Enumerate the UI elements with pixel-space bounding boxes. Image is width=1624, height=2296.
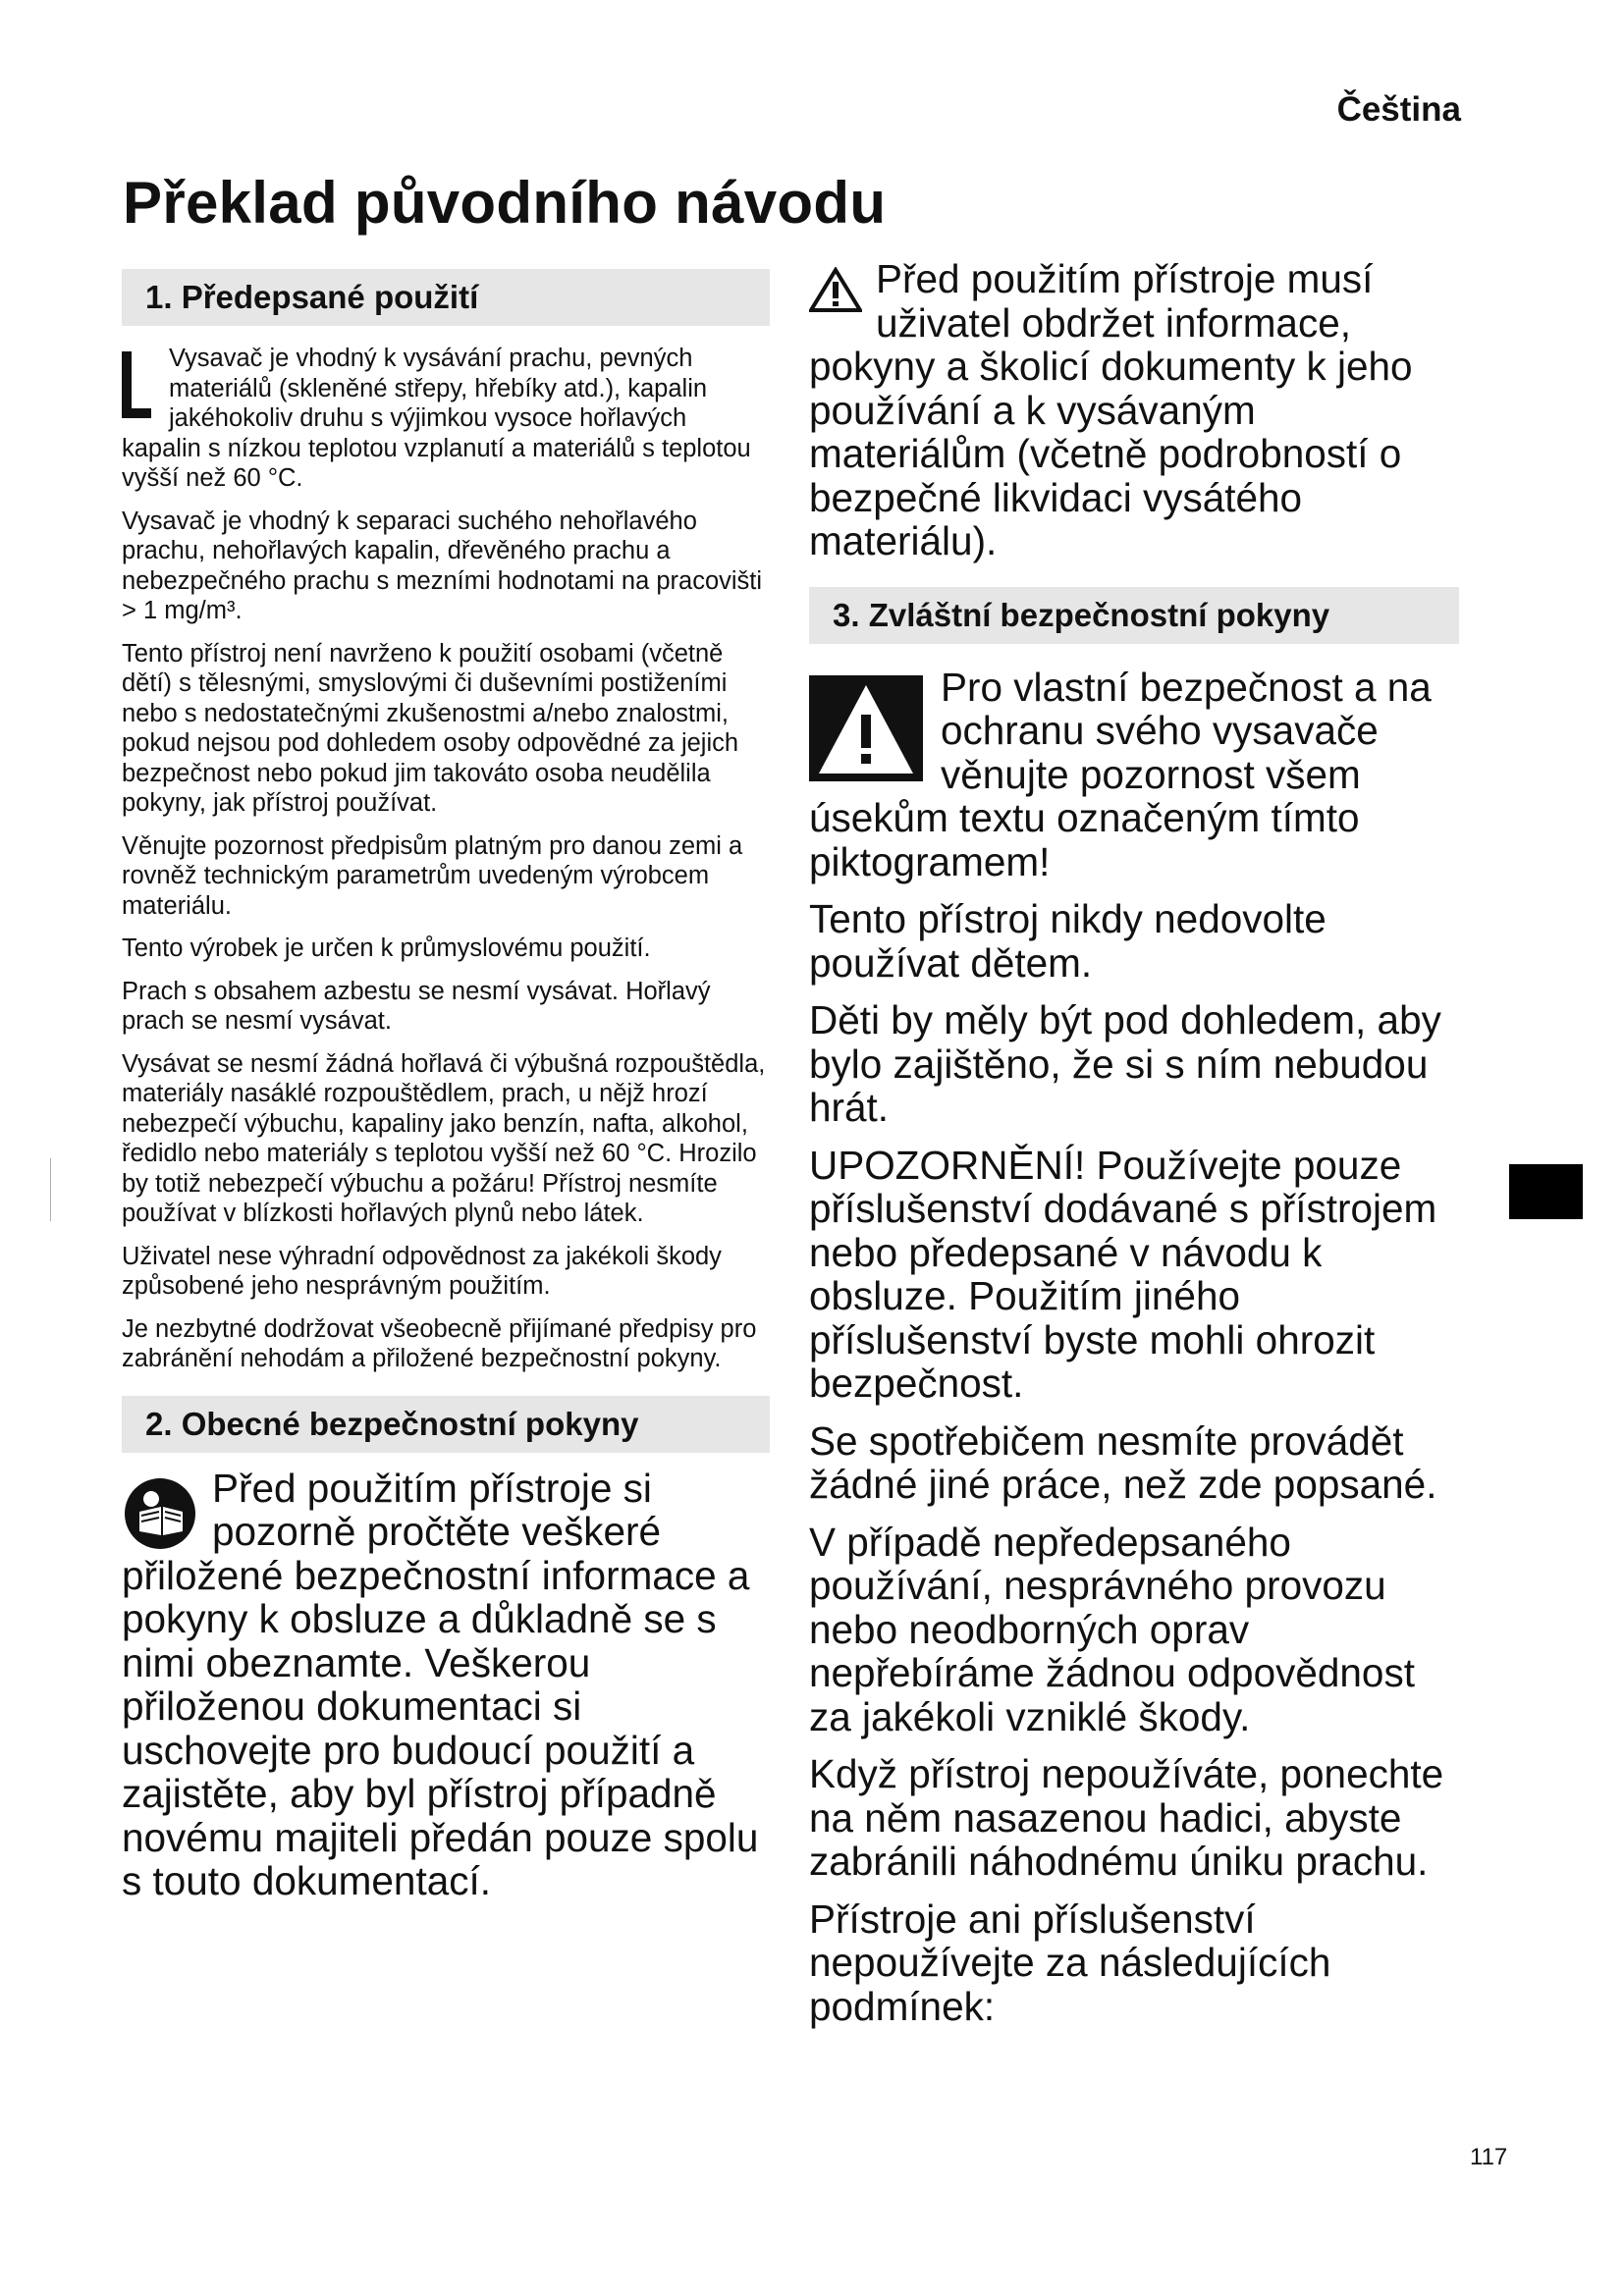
paragraph-text: Před použitím přístroje si pozorně pročtěte veškeré přiložené bezpečnostní informace a pokyny k obsluze a důkladně se s nimi obeznamte. Veškerou přiloženou dokumentaci si uschovejte pro budoucí použití a zajistěte, aby byl přístroj případně novému majiteli předán pouze spolu s touto dokumentací.: [122, 1465, 759, 1903]
right-column: [809, 257, 1459, 2042]
document-title: Překlad původního návodu: [123, 170, 887, 236]
paragraph-text: Pro vlastní bezpečnost a na ochranu svého vysavače věnujte pozornost všem úsekům textu označeným tímto piktogramem!: [809, 664, 1432, 884]
paragraph: [122, 1467, 770, 1903]
margin-line: [50, 1158, 51, 1221]
paragraph-text: Před použitím přístroje musí uživatel obdržet informace, pokyny a školicí dokumenty k jeho používání a k vysávaným materiálům (včetně podrobností o bezpečné likvidaci vysátého materiálu).: [809, 256, 1413, 563]
left-column: [122, 269, 770, 1917]
language-label: Čeština: [1336, 90, 1461, 129]
section-body-special-safety: [809, 666, 1459, 2029]
paragraph: Tento výrobek je určen k průmyslovému použití.: [122, 934, 651, 962]
paragraph: Tento přístroj nikdy nedovolte používat dětem.: [809, 896, 1326, 986]
paragraph: Prach s obsahem azbestu se nesmí vysávat. Hořlavý prach se nesmí vysávat.: [122, 977, 711, 1035]
letter-l-icon: [122, 351, 151, 418]
paragraph: [809, 257, 1459, 563]
section-heading-intended-use: 1. Předepsané použití: [122, 269, 770, 326]
section-heading-general-safety: 2. Obecné bezpečnostní pokyny: [122, 1396, 770, 1453]
paragraph: Věnujte pozornost předpisům platným pro danou zemi a rovněž technickým parametrům uvedeným výrobcem materiálu.: [122, 831, 743, 920]
paragraph-text: Vysavač je vhodný k vysávání prachu, pevných materiálů (skleněné střepy, hřebíky atd.), kapalin jakéhokoliv druhu s výjimkou vysoce hořlavých kapalin s nízkou teplotou vzplanutí a materiálů s teplotou vyšší než 60 °C.: [122, 345, 751, 492]
section-heading-special-safety: 3. Zvláštní bezpečnostní pokyny: [809, 587, 1459, 644]
paragraph: Děti by měly být pod dohledem, aby bylo zajištěno, že si s ním nebudou hrát.: [809, 997, 1441, 1130]
paragraph: Je nezbytné dodržovat všeobecně přijímané předpisy pro zabránění nehodám a přiložené bezpečnostní pokyny.: [122, 1314, 757, 1372]
paragraph: [122, 344, 770, 494]
section-body-intended-use: [122, 344, 770, 1374]
read-manual-icon: [122, 1476, 198, 1551]
paragraph: Vysávat se nesmí žádná hořlavá či výbušná rozpouštědla, materiály nasáklé rozpouštědlem, prach, u nějž hrozí nebezpečí výbuchu, kapaliny jako benzín, nafta, alkohol, ředidlo nebo materiály s teplotou vyšší než 60 °C. Hrozilo by totiž nebezpečí výbuchu a požáru! Přístroj nesmíte používat v blízkosti hořlavých plynů nebo látek.: [122, 1049, 766, 1227]
section-body-general-safety-continued: [809, 257, 1459, 563]
paragraph: Když přístroj nepoužíváte, ponechte na něm nasazenou hadici, abyste zabránili náhodnému úniku prachu.: [809, 1751, 1444, 1884]
paragraph: Přístroje ani příslušenství nepoužívejte za následujících podmínek:: [809, 1896, 1331, 2029]
chapter-tab-marker: [1509, 1164, 1583, 1219]
paragraph: [809, 666, 1459, 884]
paragraph: Se spotřebičem nesmíte provádět žádné jiné práce, než zde popsané.: [809, 1417, 1437, 1507]
warning-triangle-icon: [809, 675, 923, 781]
section-body-general-safety: [122, 1467, 770, 1903]
paragraph: UPOZORNĚNÍ! Používejte pouze příslušenství dodávané s přístrojem nebo předepsané v návodu k obsluze. Použitím jiného příslušenství byste mohli ohrozit bezpečnost.: [809, 1142, 1437, 1406]
warning-triangle-icon: [809, 267, 862, 312]
paragraph: V případě nepředepsaného používání, nesprávného provozu nebo neodborných oprav nepřebíráme žádnou odpovědnost za jakékoli vzniklé škody.: [809, 1519, 1415, 1739]
paragraph: Vysavač je vhodný k separaci suchého nehořlavého prachu, nehořlavých kapalin, dřevěného prachu a nebezpečného prachu s mezními hodnotami na pracovišti > 1 mg/m³.: [122, 507, 763, 624]
page-number: 117: [1470, 2144, 1508, 2170]
paragraph: Uživatel nese výhradní odpovědnost za jakékoli škody způsobené jeho nesprávným použitím.: [122, 1242, 722, 1300]
paragraph: Tento přístroj není navrženo k použití osobami (včetně dětí) s tělesnými, smyslovými či duševními postiženími nebo s nedostatečnými zkušenostmi a/nebo znalostmi, pokud nejsou pod dohledem osoby odpovědné za jejich bezpečnost nebo pokud jim takováto osoba neudělila pokyny, jak přístroj používat.: [122, 639, 739, 817]
